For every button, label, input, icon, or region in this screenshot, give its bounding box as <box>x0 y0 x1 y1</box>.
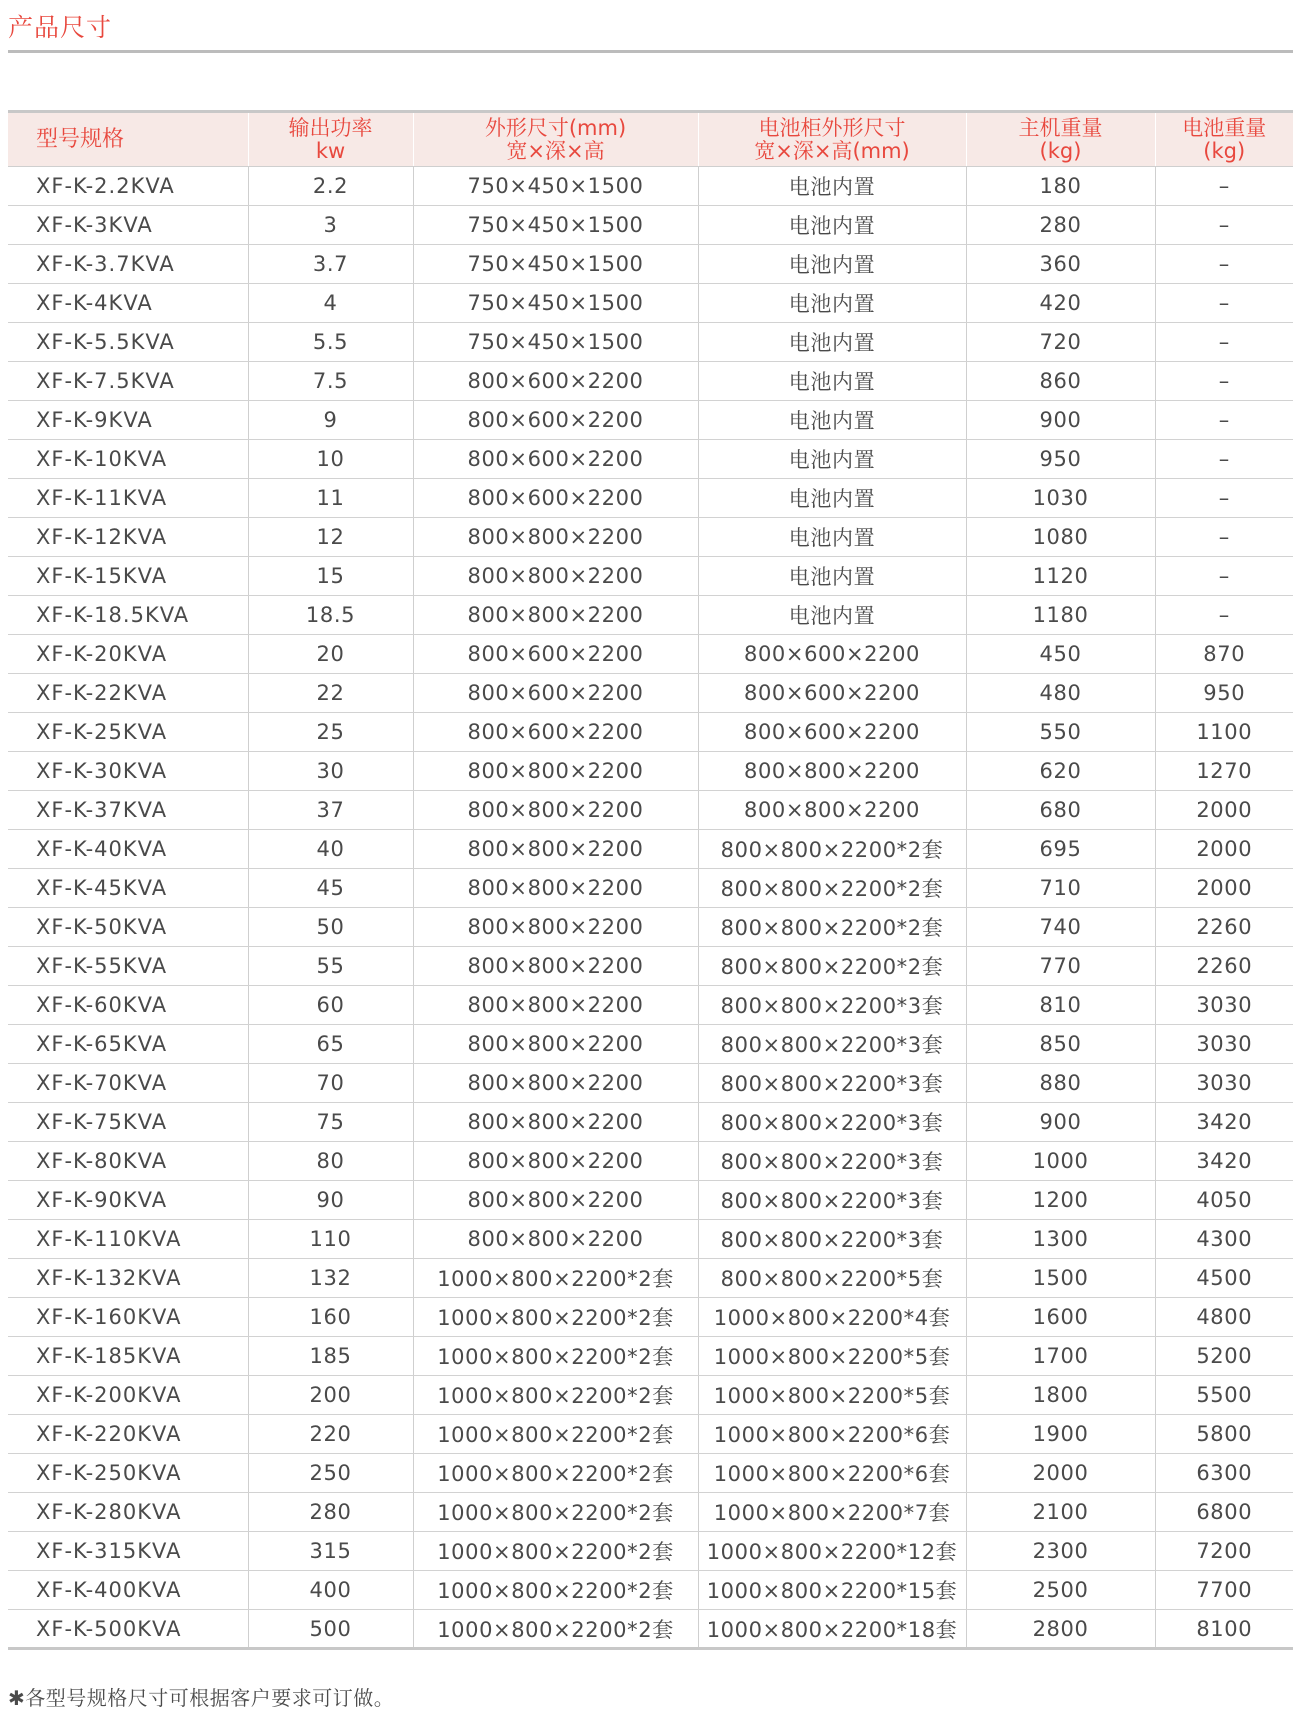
table-row <box>8 245 1293 284</box>
dimensions-cell: 1000×800×2200*2套 <box>413 1610 698 1649</box>
dimensions-cell: 800×800×2200 <box>413 518 698 557</box>
table-row <box>8 1571 1293 1610</box>
dimensions-cell: 800×600×2200 <box>413 713 698 752</box>
table-row <box>8 1415 1293 1454</box>
dimensions-cell: 800×600×2200 <box>413 674 698 713</box>
model-cell: XF-K-315KVA <box>8 1532 248 1571</box>
battery-cabinet-cell: 1000×800×2200*15套 <box>698 1571 966 1610</box>
header-model-label: 型号规格 <box>36 127 125 152</box>
battery-cabinet-cell: 800×800×2200*5套 <box>698 1259 966 1298</box>
battery-weight-cell: 4500 <box>1155 1259 1293 1298</box>
power-cell: 90 <box>248 1181 413 1220</box>
battery-cabinet-cell: 800×800×2200*2套 <box>698 869 966 908</box>
spec-table <box>8 110 1293 1650</box>
host-weight-cell: 2800 <box>966 1610 1155 1649</box>
table-row <box>8 830 1293 869</box>
table-row <box>8 1103 1293 1142</box>
battery-cabinet-cell: 800×800×2200*3套 <box>698 1142 966 1181</box>
host-weight-cell: 280 <box>966 206 1155 245</box>
table-row <box>8 1259 1293 1298</box>
battery-weight-cell: 950 <box>1155 674 1293 713</box>
host-weight-cell: 1180 <box>966 596 1155 635</box>
host-weight-cell: 680 <box>966 791 1155 830</box>
battery-cabinet-cell: 800×800×2200 <box>698 791 966 830</box>
header-battery-cabinet-sub: 宽×深×高(mm) <box>754 138 910 163</box>
battery-cabinet-cell: 电池内置 <box>698 596 966 635</box>
battery-cabinet-cell: 800×600×2200 <box>698 674 966 713</box>
header-host-weight-label: 主机重量 <box>1018 115 1103 140</box>
header-battery-weight <box>1155 112 1293 167</box>
table-row <box>8 1532 1293 1571</box>
battery-cabinet-cell: 电池内置 <box>698 284 966 323</box>
battery-weight-cell: 2260 <box>1155 908 1293 947</box>
battery-cabinet-cell: 电池内置 <box>698 362 966 401</box>
battery-cabinet-cell: 800×800×2200*2套 <box>698 947 966 986</box>
host-weight-cell: 360 <box>966 245 1155 284</box>
battery-weight-cell: 3030 <box>1155 1025 1293 1064</box>
table-row <box>8 1337 1293 1376</box>
battery-cabinet-cell: 1000×800×2200*18套 <box>698 1610 966 1649</box>
table-row <box>8 1298 1293 1337</box>
table-row <box>8 479 1293 518</box>
header-battery-cabinet <box>698 112 966 167</box>
battery-weight-cell: 1100 <box>1155 713 1293 752</box>
model-cell: XF-K-9KVA <box>8 401 248 440</box>
host-weight-cell: 900 <box>966 1103 1155 1142</box>
model-cell: XF-K-250KVA <box>8 1454 248 1493</box>
model-cell: XF-K-5.5KVA <box>8 323 248 362</box>
host-weight-cell: 550 <box>966 713 1155 752</box>
table-row <box>8 362 1293 401</box>
battery-cabinet-cell: 1000×800×2200*5套 <box>698 1337 966 1376</box>
power-cell: 3.7 <box>248 245 413 284</box>
battery-weight-cell: 3420 <box>1155 1142 1293 1181</box>
power-cell: 30 <box>248 752 413 791</box>
header-host-weight-unit: (kg) <box>1039 138 1082 163</box>
battery-weight-cell: 5200 <box>1155 1337 1293 1376</box>
header-dimensions-label: 外形尺寸(mm) <box>484 115 627 140</box>
battery-cabinet-cell: 800×800×2200*3套 <box>698 986 966 1025</box>
header-output-power-label: 输出功率 <box>288 115 373 140</box>
host-weight-cell: 880 <box>966 1064 1155 1103</box>
table-row <box>8 635 1293 674</box>
battery-weight-cell: – <box>1155 284 1293 323</box>
power-cell: 60 <box>248 986 413 1025</box>
power-cell: 12 <box>248 518 413 557</box>
power-cell: 22 <box>248 674 413 713</box>
power-cell: 4 <box>248 284 413 323</box>
battery-cabinet-cell: 电池内置 <box>698 440 966 479</box>
host-weight-cell: 480 <box>966 674 1155 713</box>
power-cell: 200 <box>248 1376 413 1415</box>
battery-cabinet-cell: 电池内置 <box>698 518 966 557</box>
battery-cabinet-cell: 1000×800×2200*7套 <box>698 1493 966 1532</box>
battery-weight-cell: 4050 <box>1155 1181 1293 1220</box>
model-cell: XF-K-40KVA <box>8 830 248 869</box>
dimensions-cell: 1000×800×2200*2套 <box>413 1259 698 1298</box>
footnote: ✱各型号规格尺寸可根据客户要求可订做。 <box>8 1686 395 1710</box>
power-cell: 160 <box>248 1298 413 1337</box>
model-cell: XF-K-30KVA <box>8 752 248 791</box>
battery-weight-cell: 8100 <box>1155 1610 1293 1649</box>
battery-weight-cell: 1270 <box>1155 752 1293 791</box>
host-weight-cell: 695 <box>966 830 1155 869</box>
battery-weight-cell: – <box>1155 323 1293 362</box>
page-title: 产品尺寸 <box>8 13 113 42</box>
battery-cabinet-cell: 1000×800×2200*6套 <box>698 1454 966 1493</box>
dimensions-cell: 800×600×2200 <box>413 635 698 674</box>
power-cell: 400 <box>248 1571 413 1610</box>
dimensions-cell: 800×800×2200 <box>413 557 698 596</box>
model-cell: XF-K-75KVA <box>8 1103 248 1142</box>
power-cell: 75 <box>248 1103 413 1142</box>
table-row <box>8 1064 1293 1103</box>
power-cell: 20 <box>248 635 413 674</box>
battery-cabinet-cell: 1000×800×2200*6套 <box>698 1415 966 1454</box>
host-weight-cell: 1200 <box>966 1181 1155 1220</box>
model-cell: XF-K-37KVA <box>8 791 248 830</box>
host-weight-cell: 2000 <box>966 1454 1155 1493</box>
table-row <box>8 1610 1293 1649</box>
battery-cabinet-cell: 800×800×2200*3套 <box>698 1181 966 1220</box>
battery-weight-cell: 7200 <box>1155 1532 1293 1571</box>
model-cell: XF-K-45KVA <box>8 869 248 908</box>
host-weight-cell: 860 <box>966 362 1155 401</box>
battery-weight-cell: 3030 <box>1155 986 1293 1025</box>
table-row <box>8 1220 1293 1259</box>
table-row <box>8 557 1293 596</box>
model-cell: XF-K-22KVA <box>8 674 248 713</box>
host-weight-cell: 1300 <box>966 1220 1155 1259</box>
model-cell: XF-K-110KVA <box>8 1220 248 1259</box>
dimensions-cell: 1000×800×2200*2套 <box>413 1298 698 1337</box>
battery-cabinet-cell: 800×800×2200 <box>698 752 966 791</box>
battery-cabinet-cell: 电池内置 <box>698 401 966 440</box>
model-cell: XF-K-55KVA <box>8 947 248 986</box>
battery-weight-cell: 870 <box>1155 635 1293 674</box>
power-cell: 15 <box>248 557 413 596</box>
dimensions-cell: 800×600×2200 <box>413 479 698 518</box>
table-row <box>8 986 1293 1025</box>
model-cell: XF-K-65KVA <box>8 1025 248 1064</box>
battery-cabinet-cell: 电池内置 <box>698 167 966 206</box>
table-row <box>8 596 1293 635</box>
table-row <box>8 1181 1293 1220</box>
model-cell: XF-K-70KVA <box>8 1064 248 1103</box>
battery-cabinet-cell: 800×800×2200*3套 <box>698 1025 966 1064</box>
battery-cabinet-cell: 电池内置 <box>698 206 966 245</box>
host-weight-cell: 620 <box>966 752 1155 791</box>
dimensions-cell: 1000×800×2200*2套 <box>413 1376 698 1415</box>
power-cell: 11 <box>248 479 413 518</box>
battery-cabinet-cell: 电池内置 <box>698 479 966 518</box>
model-cell: XF-K-11KVA <box>8 479 248 518</box>
power-cell: 2.2 <box>248 167 413 206</box>
power-cell: 185 <box>248 1337 413 1376</box>
table-row <box>8 713 1293 752</box>
dimensions-cell: 1000×800×2200*2套 <box>413 1493 698 1532</box>
host-weight-cell: 1800 <box>966 1376 1155 1415</box>
battery-cabinet-cell: 电池内置 <box>698 245 966 284</box>
model-cell: XF-K-20KVA <box>8 635 248 674</box>
power-cell: 9 <box>248 401 413 440</box>
host-weight-cell: 1030 <box>966 479 1155 518</box>
dimensions-cell: 750×450×1500 <box>413 245 698 284</box>
model-cell: XF-K-185KVA <box>8 1337 248 1376</box>
battery-weight-cell: – <box>1155 557 1293 596</box>
table-row <box>8 1376 1293 1415</box>
battery-weight-cell: – <box>1155 206 1293 245</box>
dimensions-cell: 800×800×2200 <box>413 986 698 1025</box>
host-weight-cell: 1900 <box>966 1415 1155 1454</box>
battery-weight-cell: 2000 <box>1155 869 1293 908</box>
battery-cabinet-cell: 1000×800×2200*12套 <box>698 1532 966 1571</box>
host-weight-cell: 2300 <box>966 1532 1155 1571</box>
host-weight-cell: 850 <box>966 1025 1155 1064</box>
table-row <box>8 1025 1293 1064</box>
model-cell: XF-K-90KVA <box>8 1181 248 1220</box>
dimensions-cell: 1000×800×2200*2套 <box>413 1337 698 1376</box>
battery-cabinet-cell: 800×600×2200 <box>698 635 966 674</box>
battery-weight-cell: – <box>1155 440 1293 479</box>
model-cell: XF-K-4KVA <box>8 284 248 323</box>
power-cell: 70 <box>248 1064 413 1103</box>
host-weight-cell: 1120 <box>966 557 1155 596</box>
header-battery-weight-label: 电池重量 <box>1182 115 1267 140</box>
power-cell: 250 <box>248 1454 413 1493</box>
table-row <box>8 869 1293 908</box>
header-battery-cabinet-label: 电池柜外形尺寸 <box>758 115 906 140</box>
model-cell: XF-K-2.2KVA <box>8 167 248 206</box>
power-cell: 65 <box>248 1025 413 1064</box>
host-weight-cell: 180 <box>966 167 1155 206</box>
dimensions-cell: 800×800×2200 <box>413 1181 698 1220</box>
battery-cabinet-cell: 800×800×2200*2套 <box>698 908 966 947</box>
model-cell: XF-K-280KVA <box>8 1493 248 1532</box>
dimensions-cell: 750×450×1500 <box>413 284 698 323</box>
battery-weight-cell: 5800 <box>1155 1415 1293 1454</box>
dimensions-cell: 800×800×2200 <box>413 830 698 869</box>
host-weight-cell: 770 <box>966 947 1155 986</box>
table-row <box>8 674 1293 713</box>
dimensions-cell: 1000×800×2200*2套 <box>413 1571 698 1610</box>
dimensions-cell: 800×600×2200 <box>413 401 698 440</box>
model-cell: XF-K-25KVA <box>8 713 248 752</box>
battery-cabinet-cell: 电池内置 <box>698 557 966 596</box>
battery-weight-cell: – <box>1155 245 1293 284</box>
power-cell: 110 <box>248 1220 413 1259</box>
dimensions-cell: 800×800×2200 <box>413 1142 698 1181</box>
host-weight-cell: 1700 <box>966 1337 1155 1376</box>
power-cell: 280 <box>248 1493 413 1532</box>
host-weight-cell: 1080 <box>966 518 1155 557</box>
host-weight-cell: 720 <box>966 323 1155 362</box>
header-dimensions-sub: 宽×深×高 <box>506 138 605 163</box>
table-body <box>8 167 1293 1649</box>
power-cell: 315 <box>248 1532 413 1571</box>
battery-weight-cell: 3030 <box>1155 1064 1293 1103</box>
dimensions-cell: 750×450×1500 <box>413 323 698 362</box>
battery-cabinet-cell: 800×600×2200 <box>698 713 966 752</box>
battery-weight-cell: 2260 <box>1155 947 1293 986</box>
model-cell: XF-K-15KVA <box>8 557 248 596</box>
power-cell: 55 <box>248 947 413 986</box>
host-weight-cell: 740 <box>966 908 1155 947</box>
header-host-weight <box>966 112 1155 167</box>
host-weight-cell: 2500 <box>966 1571 1155 1610</box>
model-cell: XF-K-12KVA <box>8 518 248 557</box>
header-output-power <box>248 112 413 167</box>
battery-cabinet-cell: 800×800×2200*2套 <box>698 830 966 869</box>
dimensions-cell: 800×800×2200 <box>413 869 698 908</box>
dimensions-cell: 800×800×2200 <box>413 752 698 791</box>
dimensions-cell: 800×800×2200 <box>413 1025 698 1064</box>
dimensions-cell: 1000×800×2200*2套 <box>413 1415 698 1454</box>
battery-weight-cell: – <box>1155 401 1293 440</box>
battery-weight-cell: 6300 <box>1155 1454 1293 1493</box>
battery-weight-cell: 7700 <box>1155 1571 1293 1610</box>
table-row <box>8 401 1293 440</box>
dimensions-cell: 800×600×2200 <box>413 362 698 401</box>
host-weight-cell: 710 <box>966 869 1155 908</box>
model-cell: XF-K-3.7KVA <box>8 245 248 284</box>
dimensions-cell: 800×800×2200 <box>413 1064 698 1103</box>
power-cell: 500 <box>248 1610 413 1649</box>
battery-cabinet-cell: 1000×800×2200*5套 <box>698 1376 966 1415</box>
host-weight-cell: 900 <box>966 401 1155 440</box>
table-row <box>8 752 1293 791</box>
battery-weight-cell: 2000 <box>1155 830 1293 869</box>
power-cell: 7.5 <box>248 362 413 401</box>
battery-cabinet-cell: 800×800×2200*3套 <box>698 1064 966 1103</box>
model-cell: XF-K-160KVA <box>8 1298 248 1337</box>
dimensions-cell: 1000×800×2200*2套 <box>413 1454 698 1493</box>
power-cell: 80 <box>248 1142 413 1181</box>
host-weight-cell: 2100 <box>966 1493 1155 1532</box>
host-weight-cell: 1000 <box>966 1142 1155 1181</box>
battery-weight-cell: 5500 <box>1155 1376 1293 1415</box>
header-battery-weight-unit: (kg) <box>1203 138 1246 163</box>
dimensions-cell: 800×800×2200 <box>413 791 698 830</box>
table-row <box>8 1454 1293 1493</box>
battery-weight-cell: – <box>1155 362 1293 401</box>
power-cell: 45 <box>248 869 413 908</box>
battery-cabinet-cell: 800×800×2200*3套 <box>698 1103 966 1142</box>
model-cell: XF-K-18.5KVA <box>8 596 248 635</box>
power-cell: 5.5 <box>248 323 413 362</box>
model-cell: XF-K-3KVA <box>8 206 248 245</box>
power-cell: 25 <box>248 713 413 752</box>
model-cell: XF-K-50KVA <box>8 908 248 947</box>
model-cell: XF-K-80KVA <box>8 1142 248 1181</box>
model-cell: XF-K-400KVA <box>8 1571 248 1610</box>
battery-cabinet-cell: 1000×800×2200*4套 <box>698 1298 966 1337</box>
power-cell: 50 <box>248 908 413 947</box>
battery-weight-cell: 2000 <box>1155 791 1293 830</box>
table-row <box>8 947 1293 986</box>
power-cell: 10 <box>248 440 413 479</box>
dimensions-cell: 750×450×1500 <box>413 167 698 206</box>
dimensions-cell: 800×600×2200 <box>413 440 698 479</box>
host-weight-cell: 1600 <box>966 1298 1155 1337</box>
power-cell: 37 <box>248 791 413 830</box>
host-weight-cell: 1500 <box>966 1259 1155 1298</box>
host-weight-cell: 950 <box>966 440 1155 479</box>
host-weight-cell: 810 <box>966 986 1155 1025</box>
model-cell: XF-K-10KVA <box>8 440 248 479</box>
header-dimensions <box>413 112 698 167</box>
power-cell: 40 <box>248 830 413 869</box>
battery-weight-cell: – <box>1155 596 1293 635</box>
header-output-power-unit: kw <box>315 138 346 163</box>
host-weight-cell: 450 <box>966 635 1155 674</box>
dimensions-cell: 800×800×2200 <box>413 596 698 635</box>
model-cell: XF-K-132KVA <box>8 1259 248 1298</box>
battery-weight-cell: 4300 <box>1155 1220 1293 1259</box>
table-header-row <box>8 112 1293 167</box>
table-row <box>8 791 1293 830</box>
header-model <box>8 112 248 167</box>
battery-weight-cell: 4800 <box>1155 1298 1293 1337</box>
table-row <box>8 440 1293 479</box>
dimensions-cell: 800×800×2200 <box>413 947 698 986</box>
dimensions-cell: 800×800×2200 <box>413 908 698 947</box>
model-cell: XF-K-7.5KVA <box>8 362 248 401</box>
battery-weight-cell: 3420 <box>1155 1103 1293 1142</box>
battery-weight-cell: – <box>1155 167 1293 206</box>
power-cell: 18.5 <box>248 596 413 635</box>
table-row <box>8 908 1293 947</box>
battery-cabinet-cell: 800×800×2200*3套 <box>698 1220 966 1259</box>
table-row <box>8 284 1293 323</box>
dimensions-cell: 1000×800×2200*2套 <box>413 1532 698 1571</box>
battery-weight-cell: – <box>1155 479 1293 518</box>
table-row <box>8 206 1293 245</box>
battery-weight-cell: – <box>1155 518 1293 557</box>
title-divider <box>8 50 1293 53</box>
table-row <box>8 1142 1293 1181</box>
model-cell: XF-K-60KVA <box>8 986 248 1025</box>
battery-cabinet-cell: 电池内置 <box>698 323 966 362</box>
table-row <box>8 518 1293 557</box>
dimensions-cell: 800×800×2200 <box>413 1103 698 1142</box>
model-cell: XF-K-200KVA <box>8 1376 248 1415</box>
battery-weight-cell: 6800 <box>1155 1493 1293 1532</box>
dimensions-cell: 800×800×2200 <box>413 1220 698 1259</box>
power-cell: 132 <box>248 1259 413 1298</box>
model-cell: XF-K-500KVA <box>36 1616 182 1641</box>
power-cell: 3 <box>248 206 413 245</box>
model-cell: XF-K-220KVA <box>8 1415 248 1454</box>
host-weight-cell: 420 <box>966 284 1155 323</box>
table-row <box>8 167 1293 206</box>
dimensions-cell: 750×450×1500 <box>413 206 698 245</box>
power-cell: 220 <box>248 1415 413 1454</box>
table-row <box>8 1493 1293 1532</box>
table-row <box>8 323 1293 362</box>
